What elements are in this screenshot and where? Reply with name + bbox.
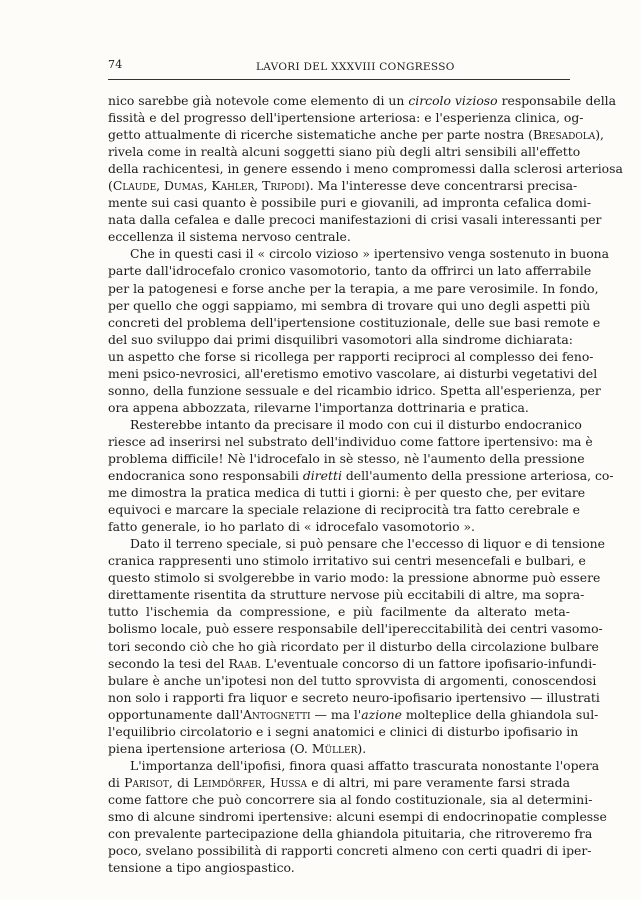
page-number: 74	[108, 58, 123, 71]
text-line: tori secondo ciò che ho già ricordato per il disturbo della circolazione bulbare	[108, 638, 599, 654]
text-line: per la patogenesi e forse anche per la terapia, a me pare verosimile. In fondo,	[108, 280, 599, 296]
text-line: getto attualmente di ricerche sistematiche anche per parte nostra (Bresadola),	[108, 127, 604, 143]
text-line: cranica rappresenti uno stimolo irritativo sui centri mesencefali e bulbari, e	[108, 553, 586, 569]
text-line: del suo sviluppo dai primi disquilibri vasomotori alla sindrome dichiarata:	[108, 331, 573, 347]
text-line: per quello che oggi sappiamo, mi sembra di trovare qui uno degli aspetti più	[108, 297, 591, 313]
text-line: nico sarebbe già notevole come elemento di un circolo vizioso responsabile della	[108, 93, 617, 108]
text-line: ora appena abbozzata, rilevarne l'importanza dottrinaria e pratica.	[108, 399, 529, 415]
text-line: della rachicentesi, in genere essendo i meno compromessi dalla sclerosi arteriosa	[108, 161, 623, 177]
text-line: parte dall'idrocefalo cronico vasomotorio, tanto da offrirci un lato afferrabile	[108, 263, 592, 279]
paragraph-first-line: L'importanza dell'ipofisi, finora quasi affatto trascurata nonostante l'opera	[130, 757, 600, 773]
text-line: come fattore che può concorrere sia al fondo costituzionale, sia al determini-	[108, 791, 593, 807]
text-line: meni psico-nevrosici, all'eretismo emotivo vascolare, ai disturbi vegetativi del	[108, 365, 598, 381]
text-line: (Claude, Dumas, Kahler, Tripodi). Ma l'interesse deve concentrarsi precisa-	[108, 178, 578, 194]
text-line: rivela come in realtà alcuni soggetti siano più degli altri sensibili all'effetto	[108, 144, 581, 160]
text-line: non solo i rapporti fra liquor e secreto neuro-ipofisario ipertensivo — illustrati	[108, 689, 600, 705]
text-line: poco, svelano possibilità di rapporti concreti almeno con certi quadri di iper-	[108, 843, 592, 859]
text-line: questo stimolo si svolgerebbe in vario modo: la pressione abnorme può essere	[108, 570, 601, 586]
paragraph-first-line: Resterebbe intanto da precisare il modo con cui il disturbo endocranico	[130, 416, 582, 432]
text-line: tensione a tipo angiospastico.	[108, 860, 295, 876]
text-line: fatto generale, io ho parlato di « idrocefalo vasomotorio ».	[108, 519, 475, 535]
text-line: concreti del problema dell'ipertensione costituzionale, delle sue basi remote e	[108, 314, 601, 330]
text-line: bulare è anche un'ipotesi non del tutto sprovvista di argomenti, conoscendosi	[108, 672, 597, 688]
text-line: fissità e del progresso dell'ipertensione arteriosa: e l'esperienza clinica, og-	[108, 110, 584, 126]
text-line: un aspetto che forse si ricollega per rapporti reciproci al complesso dei feno-	[108, 348, 594, 364]
paragraph-first-line: Dato il terreno speciale, si può pensare che l'eccesso di liquor e di tensione	[130, 536, 605, 552]
text-line: equivoci e marcare la speciale relazione di reciprocità tra fatto cerebrale e	[108, 502, 581, 518]
text-line: opportunamente dall'Antognetti — ma l'azione molteplice della ghiandola sul-	[108, 706, 599, 722]
text-line: smo di alcune sindromi ipertensive: alcuni esempi di endocrinopatie complesse	[108, 808, 607, 824]
text-line: endocranica sono responsabili diretti dell'aumento della pressione arteriosa, co-	[108, 468, 614, 484]
text-line: di Parisot, di Leimdörfer, Hussa e di altri, mi pare veramente farsi strada	[108, 774, 570, 790]
text-line: mente sui casi quanto è possibile puri e giovanili, ad impronta cefalica domi-	[108, 195, 592, 211]
paragraph-first-line: Che in questi casi il « circolo vizioso » ipertensivo venga sostenuto in buona	[130, 246, 610, 262]
text-line: direttamente risentita da strutture nervose più eccitabili di altre, ma sopra-	[108, 587, 585, 603]
text-line: me dimostra la pratica medica di tutti i giorni: è per questo che, per evitare	[108, 485, 586, 501]
text-line: tutto l'ischemia da compressione, e più facilmente da alterato meta-	[108, 604, 570, 620]
text-line: nata dalla cefalea e dalle precoci manifestazioni di crisi vasali interessanti per	[108, 212, 602, 228]
text-line: problema difficile! Nè l'idrocefalo in sè stesso, nè l'aumento della pressione	[108, 450, 585, 466]
text-line: sonno, della funzione sessuale e del ricambio idrico. Spetta all'esperienza, per	[108, 382, 601, 398]
text-line: l'equilibrio circolatorio e i segni anatomici e clinici di disturbo ipofisario in	[108, 723, 579, 739]
body-text	[108, 92, 623, 876]
text-line: con prevalente partecipazione della ghiandola pituitaria, che ritroveremo fra	[108, 826, 593, 842]
text-line: piena ipertensione arteriosa (O. Müller).	[108, 740, 367, 756]
text-line: riesce ad inserirsi nel substrato dell'individuo come fattore ipertensivo: ma è	[108, 433, 593, 449]
page-header	[108, 56, 570, 78]
running-head: LAVORI DEL XXXVIII CONGRESSO	[256, 61, 455, 73]
text-line: secondo la tesi del Raab. L'eventuale concorso di un fattore ipofisario-infundi-	[108, 655, 597, 671]
header-rule	[108, 79, 570, 80]
text-line: bolismo locale, può essere responsabile dell'ipereccitabilità dei centri vasomo-	[108, 621, 603, 637]
text-line: eccellenza il sistema nervoso centrale.	[108, 229, 351, 245]
